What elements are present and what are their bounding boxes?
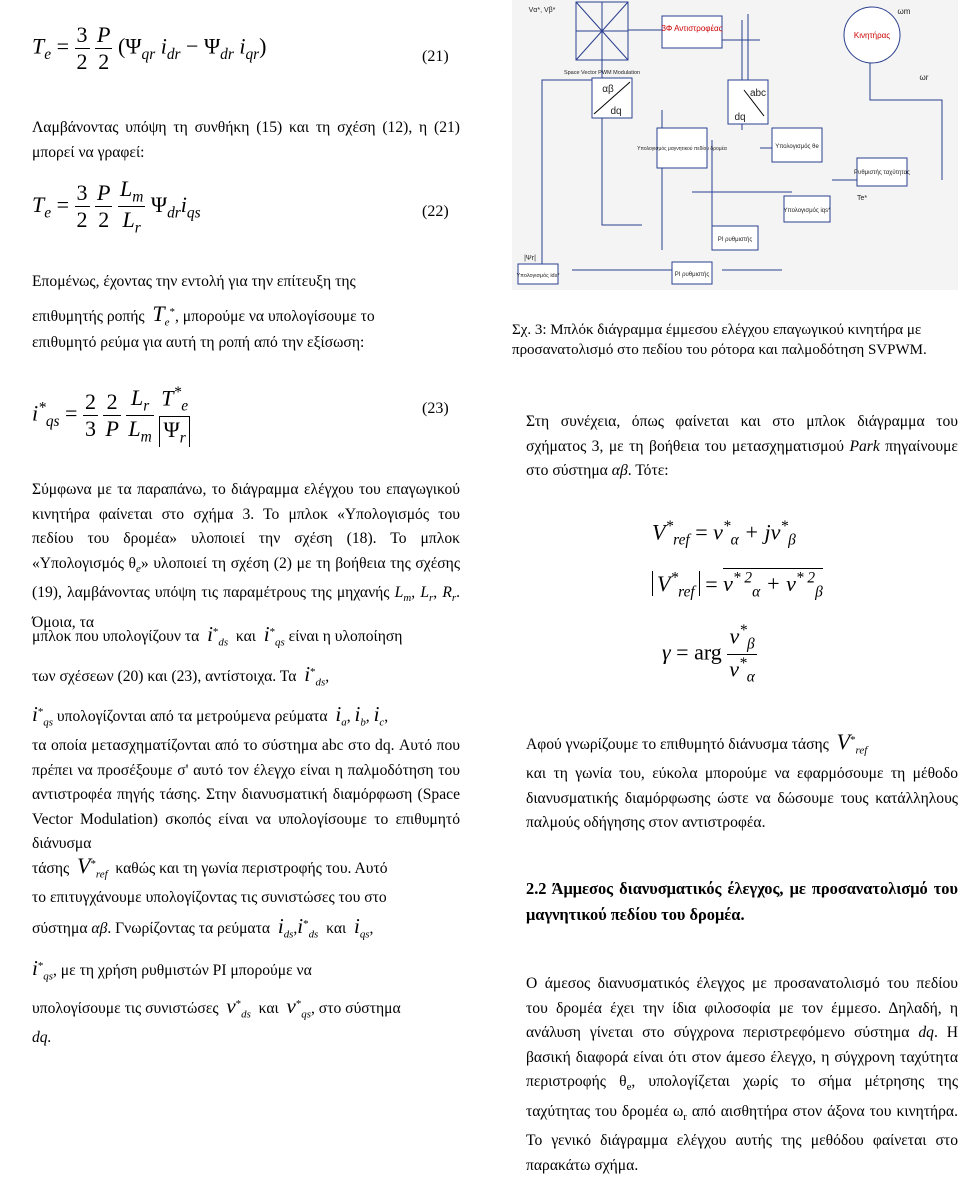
pi-label-2: PI ρυθμιστής bbox=[674, 272, 710, 278]
abc-label: abc bbox=[749, 88, 767, 99]
equation-number-23: (23) bbox=[422, 400, 449, 417]
paragraph-5: των σχέσεων (20) και (23), αντίστοιχα. Τα $i^*_{ds}$, bbox=[32, 662, 330, 689]
equation-23: $i^*_{qs}$ = $\frac{2}{3}$ $\frac{2}{P}$ $\frac{L_r}{L_m}$ $\frac{T^*_e}{\Psi_r}$ bbox=[32, 384, 189, 447]
iqs-calc-label: Υπολογισμός iqs* bbox=[783, 208, 831, 214]
paragraph-4: μπλοκ που υπολογίζουν τα $i^*_{ds}$ και $i^*_{qs}$ είναι η υλοποίηση bbox=[32, 622, 403, 649]
vab-label: Vα*, Vβ* bbox=[528, 7, 556, 14]
paragraph-3: Σύμφωνα με τα παραπάνω, το διάγραμμα ελέγχου του επαγωγικού κινητήρα φαίνεται στο σχήμα 3. Το μπλοκ «Υπολογισμός του πεδίου του δρομέα» υλοποιεί την σχέση (18). Το μπλοκ «Υπολογισμός $\theta_e$» υλοποιεί τη σχέση (2) με τη βοήθεια της σχέσης (19), λαμβάνοντας υπόψη τις παραμέτρους της μηχανής $L_m$, $L_r$, $R_r$. Όμοια, τα bbox=[32, 481, 461, 631]
paragraph-13: dq. bbox=[32, 1029, 52, 1046]
omega-r-label: ωr bbox=[919, 73, 929, 82]
speed-controller-label: Ρυθμιστής ταχύτητας bbox=[854, 170, 910, 176]
dq-label: dq bbox=[610, 106, 622, 117]
paragraph-6: $i^*_{qs}$ υπολογίζονται από τα μετρούμενα ρεύματα $i_a$, $i_b$, $i_c$, bbox=[32, 702, 389, 729]
pi-label-1: PI ρυθμιστής bbox=[717, 237, 753, 243]
paragraph-12: υπολογίσουμε τις συνιστώσες $v^*_{ds}$ και $v^*_{qs}$, στο σύστημα bbox=[32, 994, 401, 1021]
equation-number-22: (22) bbox=[422, 203, 449, 220]
dq-label-2: dq bbox=[734, 112, 746, 123]
right-paragraph-2a: Αφού γνωρίζουμε το επιθυμητό διάνυσμα τάσης $V^*_{ref}$ bbox=[526, 729, 868, 757]
equation-21: $T_e$ = $\frac{3}{2}$ $\frac{P}{2}$ ($\Psi_{qr}$ $i_{dr} - \Psi_{dr}$ $i_{qr}$) bbox=[32, 22, 267, 74]
paragraph-7: τα οποία μετασχηματίζονται από το σύστημα abc στο dq. Αυτό που πρέπει να προσέξουμε σ' αυτό τον έλεγχο είναι η παλμοδότηση του αντιστροφέα πηγής τάσης. Στην διανυσματική διαμόρφωση (Space Vector Modulation) σκοπός είναι να υπολογίσουμε το επιθυμητό διάνυσμα bbox=[32, 737, 460, 852]
paragraph-10: σύστημα αβ. Γνωρίζοντας τα ρεύματα $i_{ds},i^*_{ds}$ και $i_{qs}$, bbox=[32, 914, 374, 941]
equation-22: $T_e$ = $\frac{3}{2}$ $\frac{P}{2}$ $\frac{L_m}{L_r}$ $\Psi_{dr}i_{qs}$ bbox=[32, 176, 201, 237]
ids-calc-label: Υπολογισμός ids* bbox=[516, 273, 560, 279]
figure-caption: Σχ. 3: Μπλόκ διάγραμμα έμμεσου ελέγχου επαγωγικού κινητήρα με προσανατολισμό στο πεδίου του ρότορα και παλμοδότηση SVPWM. bbox=[512, 322, 927, 358]
control-block-diagram bbox=[512, 0, 958, 290]
right-paragraph-3: Ο άμεσος διανυσματικός έλεγχος με προσανατολισμό του πεδίου του δρομέα έχει την ίδια φιλοσοφία με τον έμμεσο. Δηλαδή, η ανάλυση γίνεται στο σύγχρονα περιστρεφόμενο σύστημα dq. Η βασική διαφορά είναι ότι στον άμεσο έλεγχο, η σύγχρονη ταχύτητα περιστροφής $\theta_e$, υπολογίζεται χωρίς το σήμα μέτρησης της ταχύτητας του δρομέα $\omega_r$ από αισθητήρα στον άξονα του κινητήρα. Το γενικό διάγραμμα ελέγχου αυτής της μεθόδου φαίνεται στο παρακάτω σχήμα. bbox=[526, 975, 959, 1174]
omega-m-label: ωm bbox=[897, 7, 911, 16]
ab-label: αβ bbox=[602, 84, 614, 95]
paragraph-1: Λαμβάνοντας υπόψη τη συνθήκη (15) και τη σχέση (12), η (21) μπορεί να γραφεί: bbox=[32, 119, 460, 161]
paragraph-2a: Επομένως, έχοντας την εντολή για την επίτευξη της bbox=[32, 273, 356, 290]
equation-number-21: (21) bbox=[422, 48, 449, 65]
flux-calc-label: Υπολογισμός μαγνητικού πεδίου δρομέα bbox=[637, 146, 727, 152]
motor-label: Κινητήρας bbox=[853, 31, 891, 40]
paragraph-2c: επιθυμητό ρεύμα για αυτή τη ροπή από την εξίσωση: bbox=[32, 334, 365, 351]
equation-vref: $V^*_{ref} = v^*_\alpha + jv^*_\beta$ bbox=[652, 518, 796, 549]
equation-gamma: γ = arg $\frac{v^*_\beta}{v^*_\alpha}$ bbox=[662, 622, 755, 686]
inverter-label: 3Φ Αντιστροφέας bbox=[661, 24, 723, 33]
paragraph-2b: επιθυμητής ροπής $T_e^*$, μπορούμε να υπολογίσουμε το bbox=[32, 301, 375, 329]
section-heading: 2.2 Άμμεσος διανυσματικός έλεγχος, με προσανατολισμό του μαγνητικού πεδίου του δρομέα. bbox=[526, 879, 958, 924]
svpwm-label: Space Vector PWM Modulation bbox=[563, 70, 641, 76]
theta-calc-label: Υπολογισμός θe bbox=[775, 144, 819, 150]
right-paragraph-1: Στη συνέχεια, όπως φαίνεται και στο μπλοκ διάγραμμα του σχήματος 3, με τη βοήθεια του μετασχηματισμού Park πηγαίνουμε στο σύστημα αβ. Τότε: bbox=[526, 413, 958, 479]
paragraph-9: το επιτυγχάνουμε υπολογίζοντας τις συνιστώσες του στο bbox=[32, 889, 387, 906]
te-label: Te* bbox=[856, 195, 868, 202]
paragraph-11: $i^*_{qs}$, με τη χρήση ρυθμιστών PI μπορούμε να bbox=[32, 956, 312, 983]
equation-vref-magnitude: $V^*_{ref} = v^{* 2}_\alpha + v^{* 2}_\beta$ bbox=[652, 570, 823, 602]
paragraph-8: τάσης $V^*_{ref}$ καθώς και τη γωνία περιστροφής του. Αυτό bbox=[32, 853, 388, 881]
psi-r-label: |Ψr| bbox=[524, 255, 536, 262]
right-paragraph-2b: και τη γωνία του, εύκολα μπορούμε να εφαρμόσουμε τη μέθοδο διανυσματικής διαμόρφωσης ώστε να δώσουμε τους κατάλληλους παλμούς οδήγησης στον αντιστροφέα. bbox=[526, 765, 958, 831]
